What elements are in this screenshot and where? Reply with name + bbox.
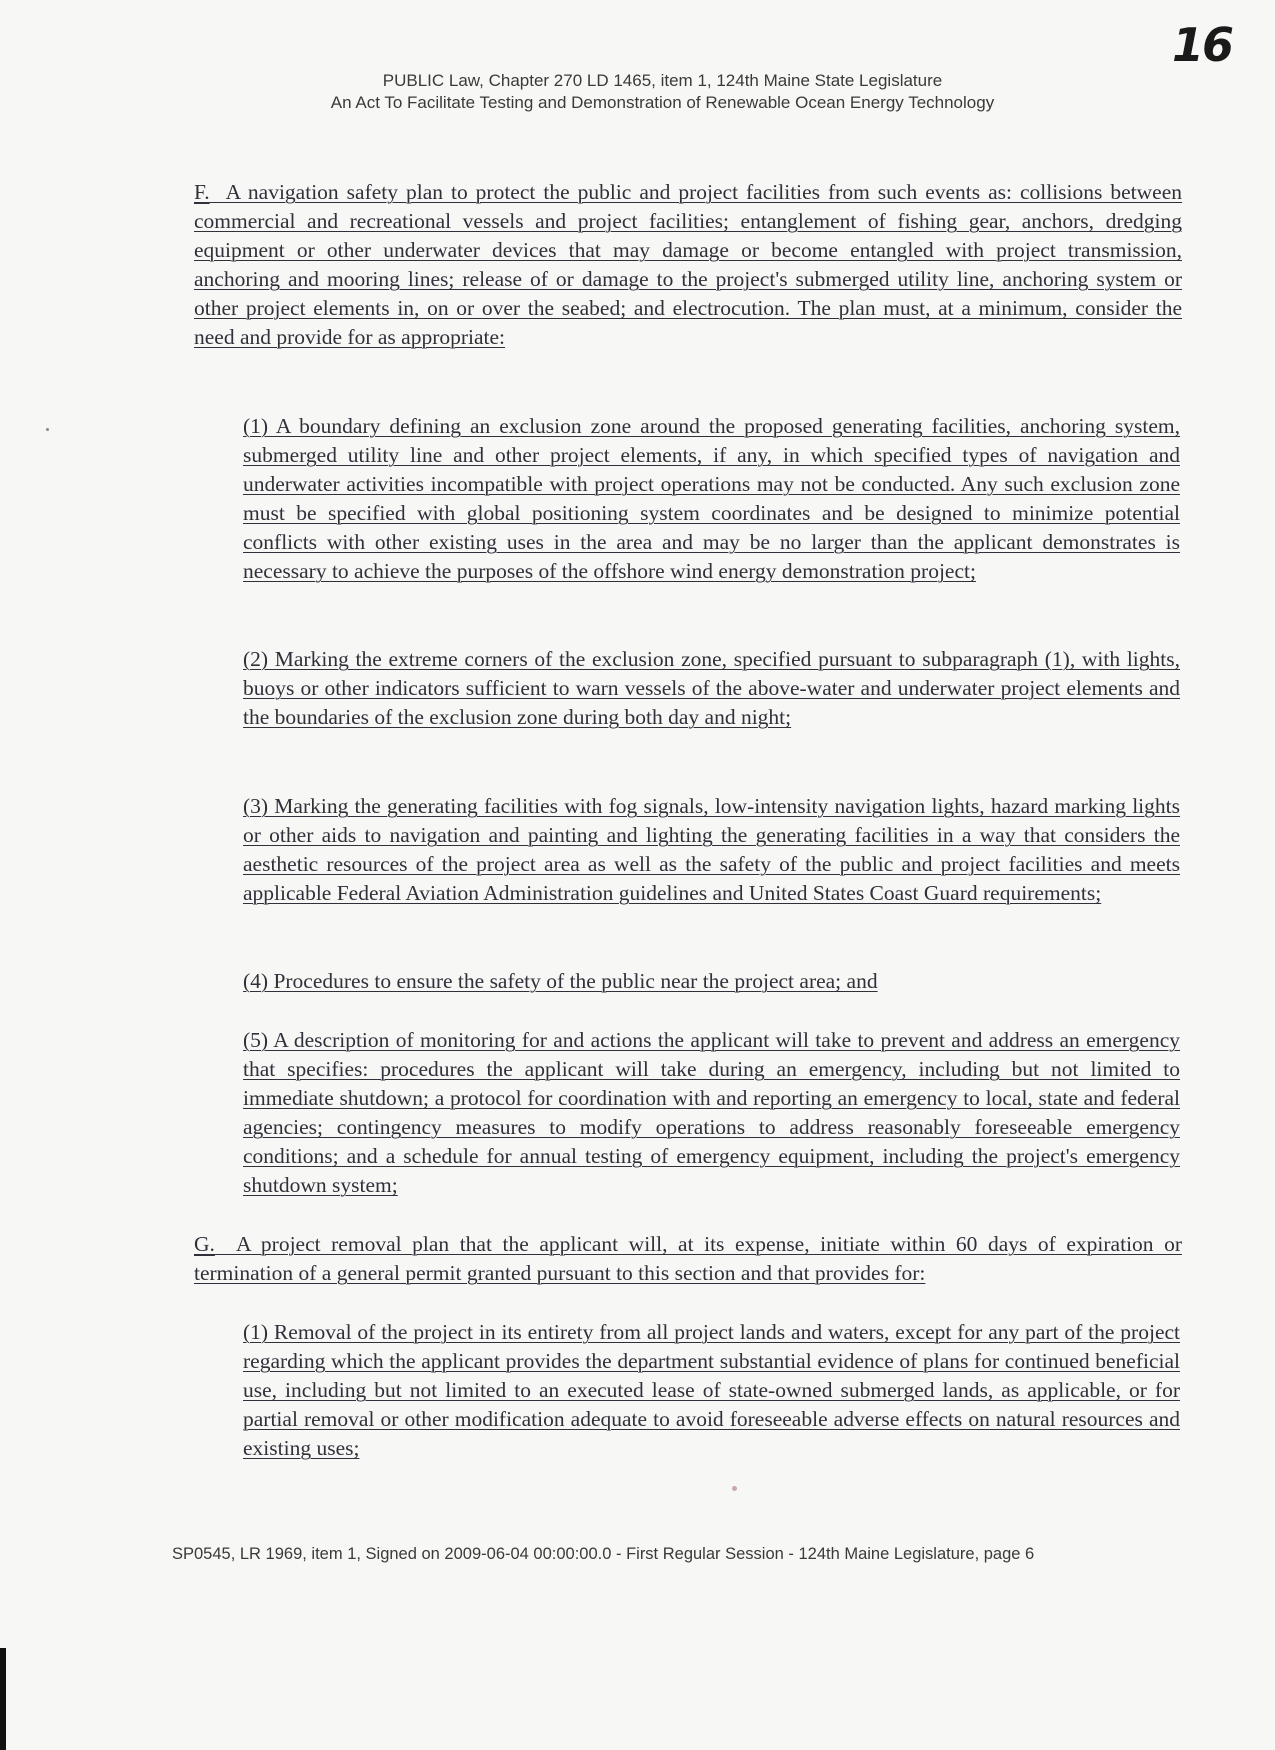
section-f-marker: F. [194,180,210,204]
section-f-text: A navigation safety plan to protect the public and project facilities from such events as: collisions between commercial and recreational vessels and project facilities; entanglement of fishing gear, anchors, dredging equipment or other underwater devices that may damage or become entangled with project transmission, anchoring and mooring lines; release of or damage to the project's submerged utility line, anchoring system or other project elements in, on or over the seabed; and electrocution. The plan must, at a minimum, consider the need and provide for as appropriate: [194,180,1183,349]
section-f-item-1: (1) A boundary defining an exclusion zone around the proposed generating facilities, anchoring system, submerged utility line and other project elements, if any, in which specified types of navigation and underwater activities incompatible with project operations may not be conducted. Any such exclusion zone must be specified with global positioning system coordinates and be designed to minimize potential conflicts with other existing uses in the area and may be no larger than the applicant demonstrates is necessary to achieve the purposes of the offshore wind energy demonstration project; [243,414,1180,583]
header-act-title: An Act To Facilitate Testing and Demonstration of Renewable Ocean Energy Technology [330,93,995,112]
handwritten-page-number: 16 [1172,18,1233,72]
document-header [0,70,1275,114]
scan-edge-bar [0,1648,6,1750]
section-f-item-2: (2) Marking the extreme corners of the exclusion zone, specified pursuant to subparagraph (1), with lights, buoys or other indicators sufficient to warn vessels of the above-water and underwater project elements and the boundaries of the exclusion zone during both day and night; [243,647,1180,729]
header-law-title: PUBLIC Law, Chapter 270 LD 1465, item 1, 124th Maine State Legislature [382,71,943,90]
section-f-item-5: (5) A description of monitoring for and actions the applicant will take to prevent and address an emergency that specifies: procedures the applicant will take during an emergency, including but not limited to immediate shutdown; a protocol for coordination with and reporting an emergency to local, state and federal agencies; contingency measures to modify operations to address reasonably foreseeable emergency conditions; and a schedule for annual testing of emergency equipment, including the project's emergency shutdown system; [243,1028,1180,1197]
section-g-text: A project removal plan that the applicant will, at its expense, initiate within 60 days of expiration or termination of a general permit granted pursuant to this section and that provides for: [194,1232,1183,1285]
section-f-paragraph [194,178,1182,352]
section-g-marker: G. [194,1232,215,1256]
document-footer: SP0545, LR 1969, item 1, Signed on 2009-06-04 00:00:00.0 - First Regular Session - 124th Maine Legislature, page 6 [172,1545,1035,1563]
section-g-item-1: (1) Removal of the project in its entirety from all project lands and waters, except for any part of the project regarding which the applicant provides the department substantial evidence of plans for continued beneficial use, including but not limited to an executed lease of state-owned submerged lands, as applicable, or for partial removal or other modification adequate to avoid foreseeable adverse effects on natural resources and existing uses; [243,1320,1180,1460]
scan-speck [46,428,49,431]
section-g-paragraph [194,1230,1182,1288]
scan-speck [732,1486,737,1491]
section-f-item-4: (4) Procedures to ensure the safety of the public near the project area; and [243,969,878,993]
section-f-item-3: (3) Marking the generating facilities with fog signals, low-intensity navigation lights, hazard marking lights or other aids to navigation and painting and lighting the generating facilities in a way that considers the aesthetic resources of the project area as well as the safety of the public and project facilities and meets applicable Federal Aviation Administration guidelines and United States Coast Guard requirements; [243,794,1180,905]
